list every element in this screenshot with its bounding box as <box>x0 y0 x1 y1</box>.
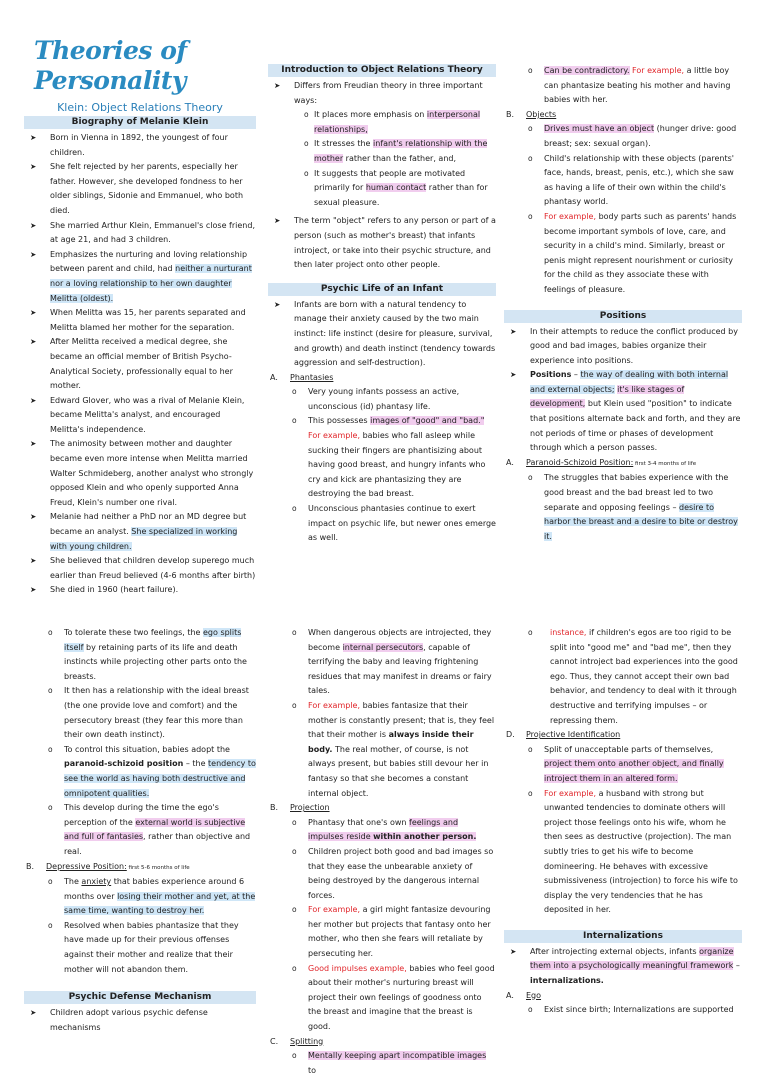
list-item: o It stresses the infant's relationship with the mother rather than the father, and, <box>268 137 496 166</box>
list-item: ➤ In their attempts to reduce the conflict produced by good and bad images, babies organize their experience into positions. <box>504 325 742 369</box>
defense-header: Psychic Defense Mechanism <box>24 991 256 1004</box>
list-item: ➤ When Melitta was 15, her parents separated and Melitta blamed her mother for the separation. <box>24 306 256 335</box>
list-item: ➤ Positions – the way of dealing with both internal and external objects; it's like stages of development, but Klein used "position" to indicate that positions alternate back and forth, and they are not periods of time or phases of development through which a person passes. <box>504 368 742 456</box>
list-item: ➤ Differs from Freudian theory in three important ways: <box>268 79 496 108</box>
list-item: o The anxiety that babies experience around 6 months over losing their mother and yet, at the same time, wanting to destroy her. <box>24 875 256 919</box>
page-subtitle: Klein: Object Relations Theory <box>57 101 223 114</box>
defense-list <box>24 1006 256 1035</box>
list-item: o Split of unacceptable parts of themselves, project them onto another object, and finally introject them in an altered form. <box>504 743 742 787</box>
section-objects: B. Objects <box>506 109 557 119</box>
lower-right-list <box>504 626 742 918</box>
list-item: o Can be contradictory. For example, a little boy can phantasize beating his mother and having babies with her. <box>504 64 742 108</box>
list-item: ➤ The term "object" refers to any person or part of a person (such as mother's breast) that infants introject, or take into their psychic structure, and then later project onto other people. <box>268 214 496 272</box>
list-item: ➤ Infants are born with a natural tendency to manage their anxiety caused by the two main instinct: life instinct (desire for pleasure, survival, and growth) and death instinct (tendency towards aggression and self-destruction). <box>268 298 496 371</box>
list-item: o This possesses images of "good" and "bad." For example, babies who fall asleep while sucking their fingers are phantisizing about having good breast, and hungry infants who cry and kick are phantasizing they are destroying the bad breast. <box>268 414 496 502</box>
list-item: o This develop during the time the ego's perception of the external world is subjective and full of fantasies, rather than objective and real. <box>24 801 256 859</box>
list-item: o It then has a relationship with the ideal breast (the one provide love and comfort) and the persecutory breast (they fear this more than their own death instinct). <box>24 684 256 742</box>
list-item: o Unconscious phantasies continue to exert impact on psychic life, but newer ones emerge as well. <box>268 502 496 546</box>
lower-right-column <box>504 626 742 1018</box>
highlight: She specialized in working with young children. <box>50 527 238 551</box>
list-item: o For example, a girl might fantasize devouring her mother but projects that fantasy onto her mother, who then she fears will retaliate by persecuting her. <box>268 903 496 961</box>
list-item: ➤ After Melitta received a medical degree, she became an official member of British Psycho-Analytical Society, professionally equal to her mother. <box>24 335 256 393</box>
list-item: o When dangerous objects are introjected, they become internal persecutors, capable of terrifying the baby and leaving frightening residues that may manifest in dreams or fairy tales. <box>268 626 496 699</box>
list-item: ➤ The animosity between mother and daughter became even more intense when Melitta married Walter Schmideberg, another analyst who strongly opposed Klein and who openly supported Anna Freud, Klein's number one rival. <box>24 437 256 510</box>
intro-header: Introduction to Object Relations Theory <box>268 64 496 77</box>
biography-list <box>24 131 256 598</box>
section-phantasies: A. Phantasies <box>270 372 334 382</box>
biography-column <box>24 0 256 598</box>
positions-list <box>504 325 742 545</box>
objects-list <box>504 64 742 298</box>
lower-left-list <box>24 626 256 977</box>
list-item: o Children project both good and bad images so that they ease the unbearable anxiety of being destroyed by the dangerous internal forces. <box>268 845 496 903</box>
list-item: o For example, body parts such as parents' hands become important symbols of love, care, and security in a child's mind. Similarly, breast or penis might represent nourishment or curiosity for the child as they associate these with feelings of pleasure. <box>504 210 742 298</box>
list-item: ➤ After introjecting external objects, infants organize them into a psychologically meaningful framework – internalizations. <box>504 945 742 989</box>
list-item: ➤ Children adopt various psychic defense mechanisms <box>24 1006 256 1035</box>
list-item: o Exist since birth; Internalizations are supported <box>504 1003 742 1018</box>
section-paranoid-schizoid: A. Paranoid-Schizoid Position: first 3-4 months of life <box>506 457 697 467</box>
list-item: o Mentally keeping apart incompatible images to <box>268 1049 496 1078</box>
list-item: o It suggests that people are motivated primarily for human contact rather than for sexual pleasure. <box>268 167 496 211</box>
list-item: ➤ Emphasizes the nurturing and loving relationship between parent and child, had neither a nurturant nor a loving relationship to her own daughter Melitta (oldest). <box>24 248 256 306</box>
psychic-list <box>268 298 496 546</box>
list-item: ➤ She felt rejected by her parents, especially her father. However, she developed fondness to her older siblings, Sidonie and Emmanuel, who both died. <box>24 160 256 218</box>
list-item: o Very young infants possess an active, unconscious (id) phantasy life. <box>268 385 496 414</box>
list-item: o To control this situation, babies adopt the paranoid-schizoid position – the tendency to see the world as having both destructive and omnipotent qualities. <box>24 743 256 801</box>
intro-column <box>268 64 496 546</box>
section-ego: A. Ego <box>506 990 542 1000</box>
highlight: neither a nurturant nor a loving relationship to her own daughter Melitta (oldest). <box>50 264 252 303</box>
lower-middle-column <box>268 626 496 1078</box>
internalizations-list <box>504 945 742 1018</box>
list-item: ➤ Edward Glover, who was a rival of Melanie Klein, became Melitta's analyst, and encouraged Melitta's independence. <box>24 394 256 438</box>
list-item: o Drives must have an object (hunger drive: good breast; sex: sexual organ). <box>504 122 742 151</box>
list-item: o For example, babies fantasize that their mother is constantly present; that is, they feel that their mother is always inside their body. The real mother, of course, is not always present, but babies still devour her in fantasy so that she becomes a constant internal object. <box>268 699 496 801</box>
list-item: o It places more emphasis on interpersonal relationships, <box>268 108 496 137</box>
list-item: o Good impulses example, babies who feel good about their mother's nurturing breast will project their own feelings of goodness onto the breast and imagine that the breast is good. <box>268 962 496 1035</box>
list-item: ➤ Born in Vienna in 1892, the youngest of four children. <box>24 131 256 160</box>
list-item: o For example, a husband with strong but unwanted tendencies to dominate others will project those feelings onto his wife, whom he then sees as destructive (projection). The man subtly tries to get his wife to become domineering. He behaves with excessive submissiveness (introjection) to force his wife to display the very tendencies that he has deposited in her. <box>504 787 742 918</box>
intro-list <box>268 79 496 273</box>
list-item: o instance, if children's egos are too rigid to be split into "good me" and "bad me", then they cannot introject bad experiences into the good ego. Thus, they cannot accept their own bad behavior, and tendency to deal with it through destructive and terrifying impulses – or repressing them. <box>504 626 742 728</box>
internalizations-header: Internalizations <box>504 930 742 943</box>
list-item: o Phantasy that one's own feelings and impulses reside within another person. <box>268 816 496 845</box>
list-item: o Resolved when babies phantasize that they have made up for their previous offenses against their mother and realize that their mother will not abandon them. <box>24 919 256 977</box>
section-projection: B. Projection <box>270 803 330 813</box>
page-title: Theories of Personality <box>34 36 187 95</box>
section-splitting: C. Splitting <box>270 1036 324 1046</box>
list-item: o To tolerate these two feelings, the ego splits itself by retaining parts of its life and death instincts while projecting other parts onto the breasts. <box>24 626 256 684</box>
psychic-life-header: Psychic Life of an Infant <box>268 283 496 296</box>
positions-header: Positions <box>504 310 742 323</box>
objects-column <box>504 64 742 544</box>
section-projective-identification: D. Projective Identification <box>506 730 621 740</box>
biography-header: Biography of Melanie Klein <box>24 116 256 129</box>
lower-left-column <box>24 626 256 1035</box>
list-item: ➤ She died in 1960 (heart failure). <box>24 583 256 598</box>
list-item: o The struggles that babies experience with the good breast and the bad breast led to two separate and opposing feelings – desire to harbor the breast and a desire to bite or destroy it. <box>504 471 742 544</box>
list-item: ➤ She believed that children develop superego much earlier than Freud believed (4-6 months after birth) <box>24 554 256 583</box>
section-depressive: B. Depressive Position: first 5-6 months of life <box>26 861 190 871</box>
list-item: o Child's relationship with these objects (parents' face, hands, breast, penis, etc.), which she saw as having a life of their own within the child's phantasy world. <box>504 152 742 210</box>
list-item: ➤ Melanie had neither a PhD nor an MD degree but became an analyst. She specialized in working with young children. <box>24 510 256 554</box>
list-item: ➤ She married Arthur Klein, Emmanuel's close friend, at age 21, and had 3 children. <box>24 219 256 248</box>
lower-middle-list <box>268 626 496 1078</box>
